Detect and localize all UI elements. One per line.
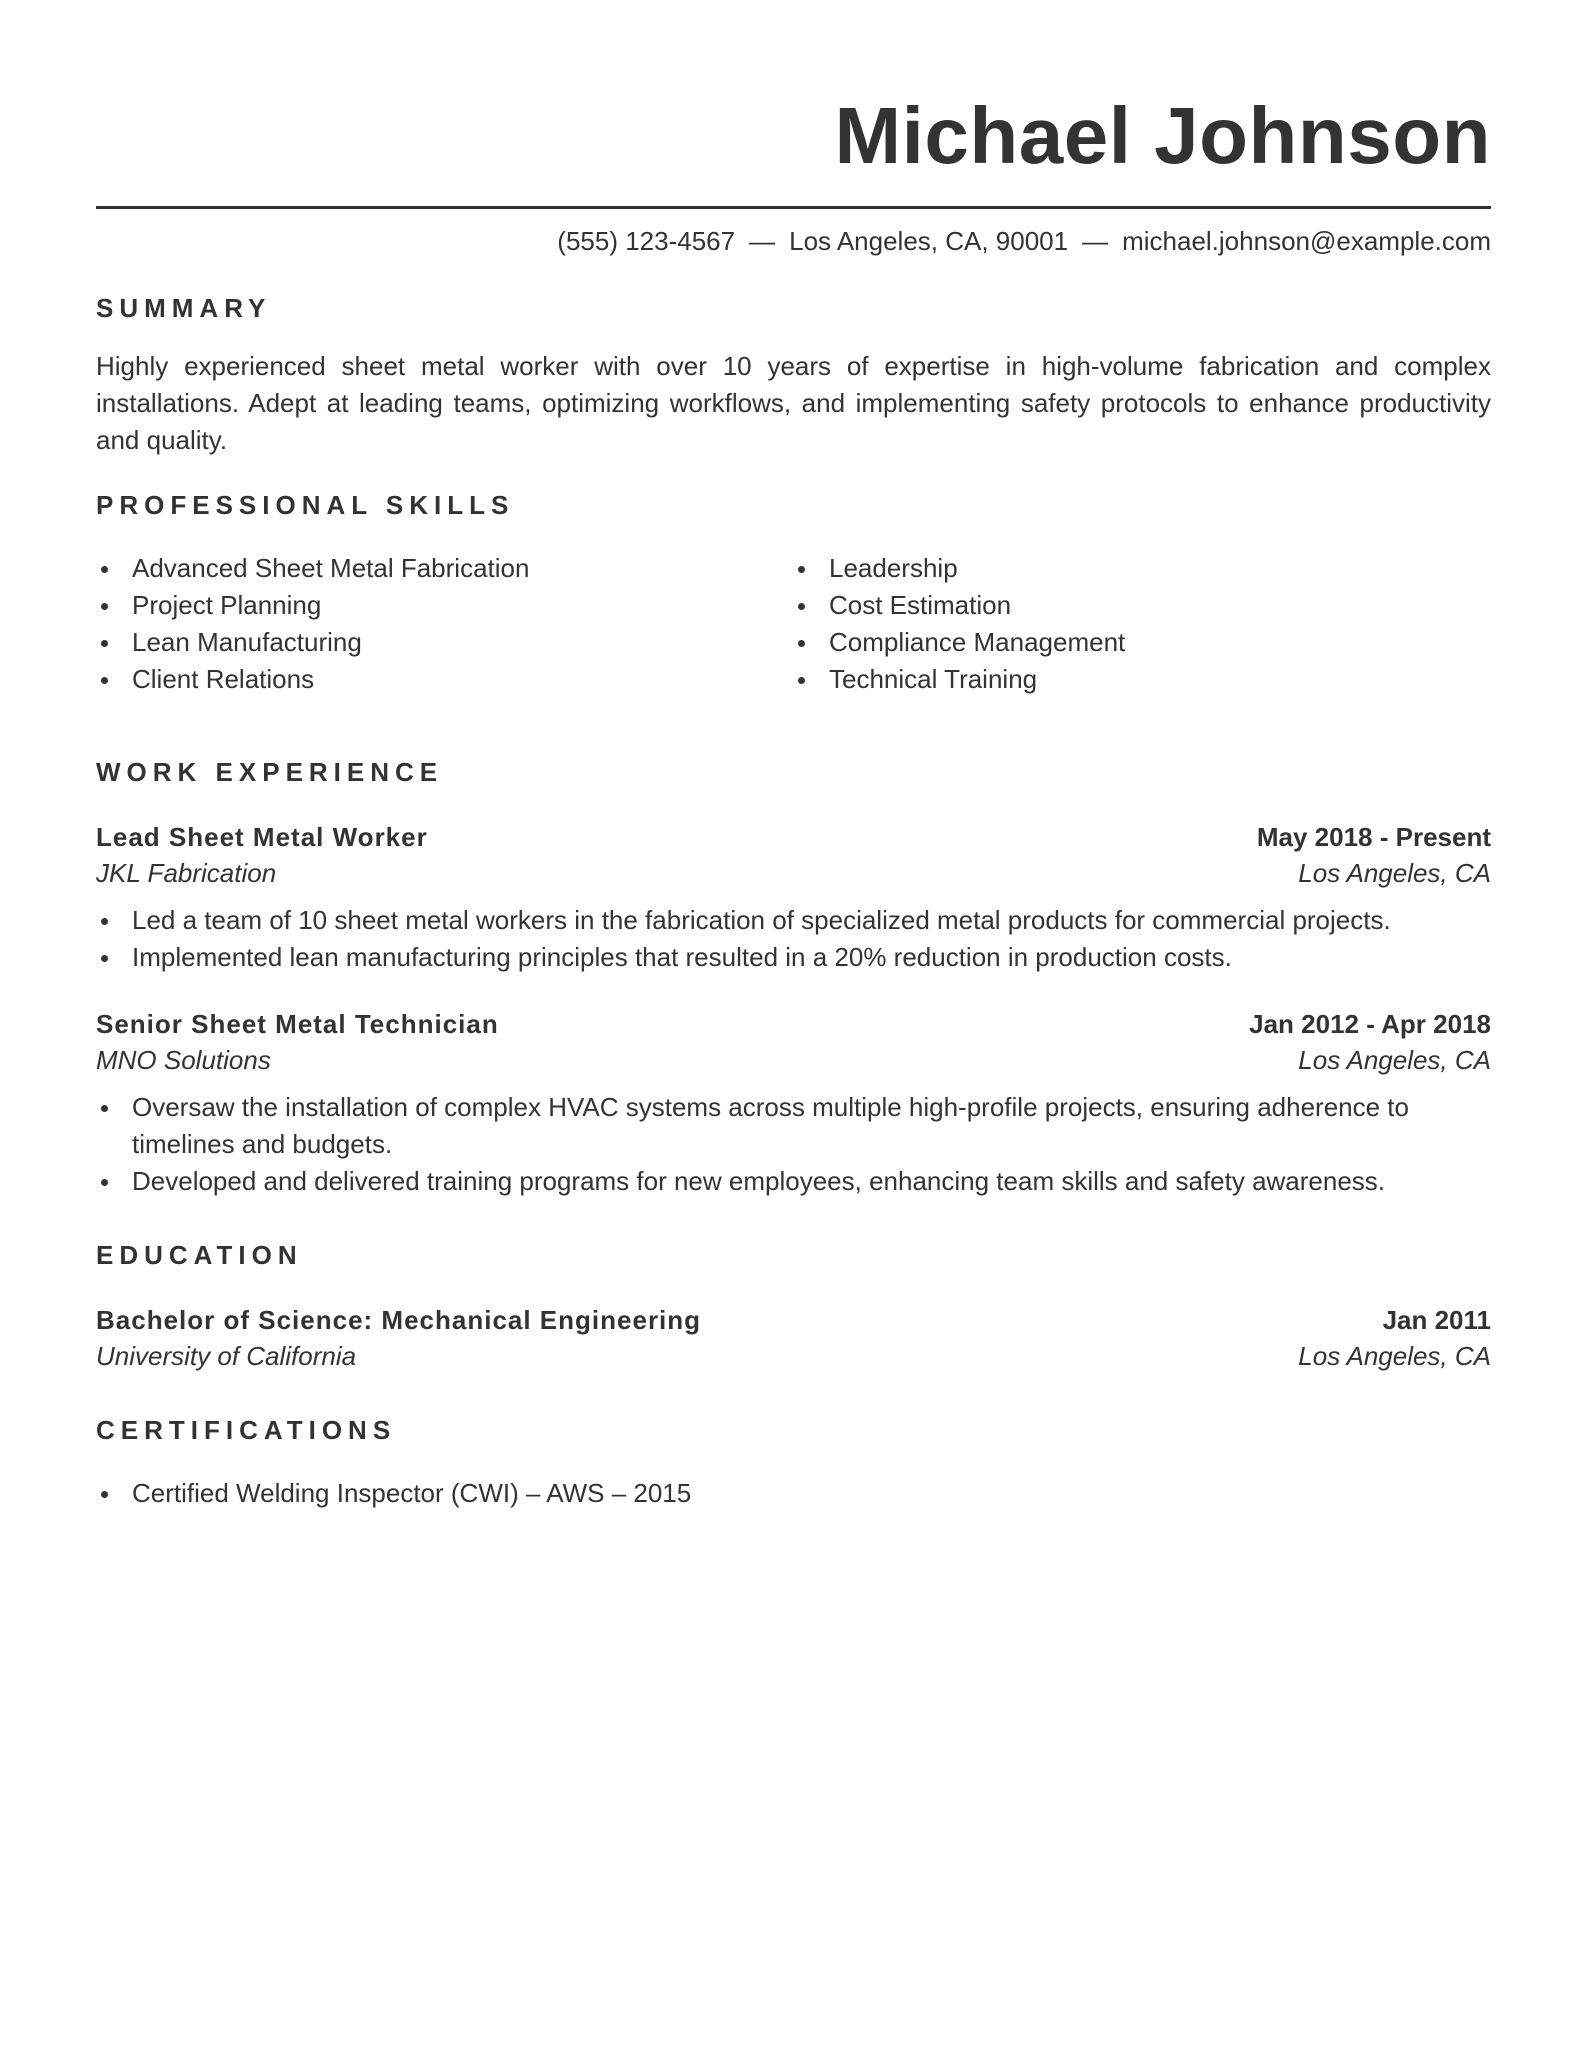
job-bullet: Led a team of 10 sheet metal workers in the fabrication of specialized metal products for commercial projects.: [96, 902, 1491, 939]
skill-item: Compliance Management: [793, 624, 1490, 661]
job-location: Los Angeles, CA: [1298, 858, 1491, 888]
job-title: Lead Sheet Metal Worker: [96, 822, 428, 852]
job-entry: [96, 819, 1491, 976]
job-bullets: [96, 902, 1491, 976]
skill-item: Cost Estimation: [793, 587, 1490, 624]
email-address: michael.johnson@example.com: [1122, 226, 1491, 256]
job-bullets: [96, 1089, 1491, 1200]
contact-line: [96, 223, 1491, 259]
education-subheader: [96, 1338, 1491, 1375]
skill-item: Advanced Sheet Metal Fabrication: [96, 550, 793, 587]
education-heading: EDUCATION: [96, 1240, 303, 1270]
school-name: University of California: [96, 1341, 357, 1371]
phone-number: (555) 123-4567: [557, 226, 736, 256]
job-bullet: Developed and delivered training programs for new employees, enhancing team skills and safety awareness.: [96, 1163, 1491, 1200]
certifications-heading: CERTIFICATIONS: [96, 1415, 397, 1445]
job-location: Los Angeles, CA: [1298, 1045, 1491, 1075]
resume-page: [96, 0, 1491, 1512]
job-entry: [96, 1006, 1491, 1200]
school-location: Los Angeles, CA: [1298, 1341, 1491, 1371]
job-subheader: [96, 855, 1491, 892]
skills-list: [96, 550, 1491, 698]
degree: Bachelor of Science: Mechanical Engineering: [96, 1305, 702, 1335]
skill-item: Project Planning: [96, 587, 793, 624]
header-divider: [96, 206, 1491, 209]
skills-column-right: [793, 550, 1490, 698]
skill-item: Lean Manufacturing: [96, 624, 793, 661]
work-experience-heading: WORK EXPERIENCE: [96, 757, 444, 787]
job-dates: Jan 2012 - Apr 2018: [1249, 1009, 1491, 1039]
summary-heading: SUMMARY: [96, 293, 272, 323]
education-header: [96, 1302, 1491, 1338]
education-entry: [96, 1302, 1491, 1375]
job-title: Senior Sheet Metal Technician: [96, 1009, 499, 1039]
company-name: JKL Fabrication: [96, 858, 277, 888]
skill-item: Client Relations: [96, 661, 793, 698]
job-bullet: Oversaw the installation of complex HVAC systems across multiple high-profile projects, ensuring adherence to timelines and budgets.: [96, 1089, 1491, 1163]
job-bullet: Implemented lean manufacturing principles that resulted in a 20% reduction in production costs.: [96, 939, 1491, 976]
location: Los Angeles, CA, 90001: [789, 226, 1069, 256]
contact-separator: —: [749, 226, 776, 256]
skill-item: Leadership: [793, 550, 1490, 587]
candidate-name: Michael Johnson: [834, 91, 1491, 180]
skill-item: Technical Training: [793, 661, 1490, 698]
graduation-date: Jan 2011: [1382, 1305, 1491, 1335]
job-subheader: [96, 1042, 1491, 1079]
job-header: [96, 1006, 1491, 1042]
contact-separator: —: [1082, 226, 1109, 256]
certifications-list: [96, 1475, 1491, 1512]
summary-text: Highly experienced sheet metal worker with over 10 years of expertise in high-volume fabrication and complex installations. Adept at leading teams, optimizing workflows, and implementing safety protocols to enhance productivity and quality.: [96, 351, 1491, 455]
job-header: [96, 819, 1491, 855]
company-name: MNO Solutions: [96, 1045, 271, 1075]
skills-column-left: [96, 550, 793, 698]
job-dates: May 2018 - Present: [1256, 822, 1491, 852]
certification-item: Certified Welding Inspector (CWI) – AWS – 2015: [96, 1475, 1491, 1512]
skills-heading: PROFESSIONAL SKILLS: [96, 490, 515, 520]
